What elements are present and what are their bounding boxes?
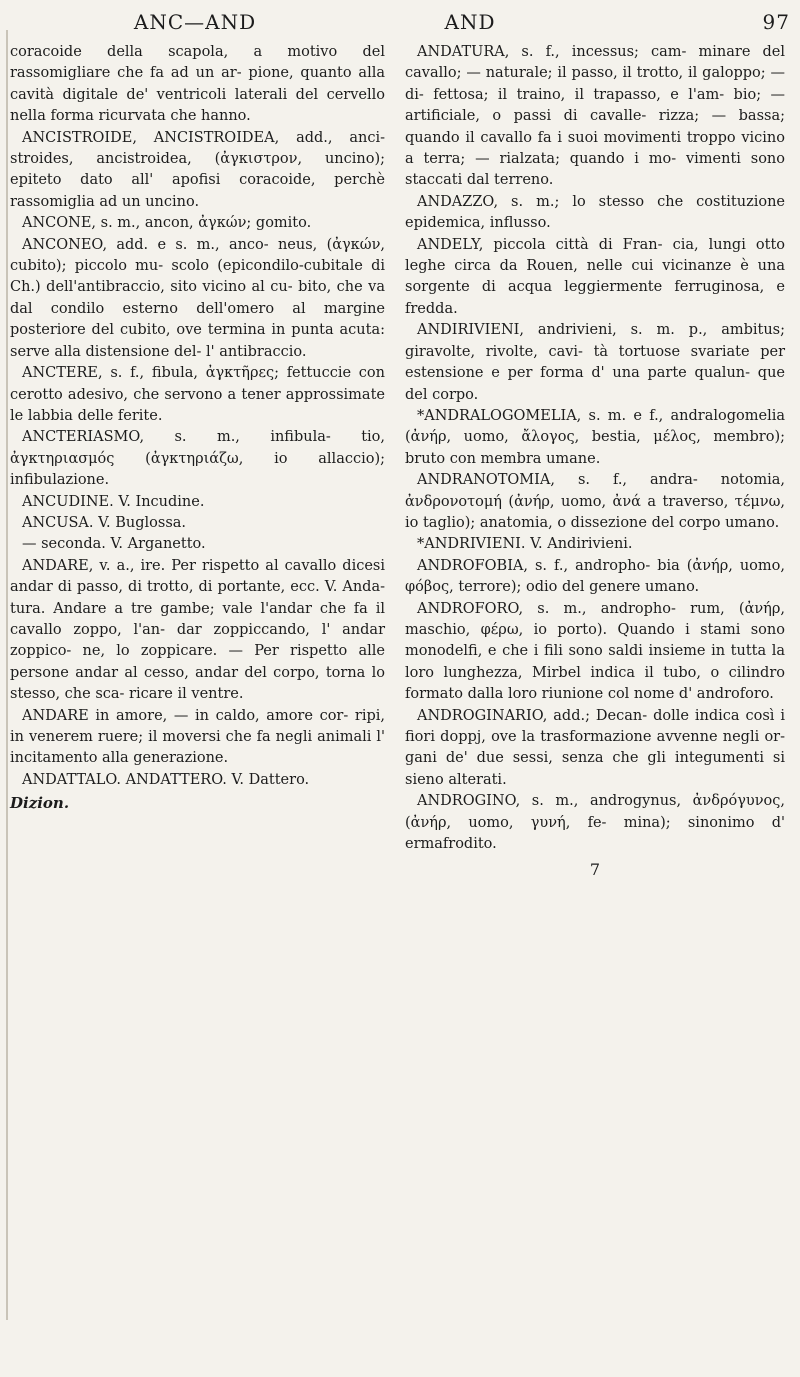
binding-shadow xyxy=(6,30,8,1320)
dictionary-entry: ANDROFOBIA, s. f., andropho- bia (ἀνήρ, uomo, φόβος, terrore); odio del genere umano. xyxy=(405,557,785,596)
dictionary-entry: ANDARE in amore, — in caldo, amore cor- ripi, in venerem ruere; il moversi che fa negli animali l' incitamento alla generazione. xyxy=(10,707,385,767)
footer-signature: Dizion. xyxy=(10,794,70,813)
left-column xyxy=(10,42,385,815)
dictionary-entry: ANDARE, v. a., ire. Per rispetto al cavallo dicesi andar di passo, di trotto, di portante, ecc. V. Anda- tura. Andare a tre gambe; vale l'andar che fa il cavallo zoppo, l'an- dar zoppiccando, l' andar zoppico- ne, lo zoppicare. — Per rispetto alle persone andar al cesso, andar del corpo, torna lo stesso, che sca- ricare il ventre. xyxy=(10,557,385,703)
running-head-middle: AND xyxy=(444,10,496,34)
running-head-left: ANC—AND xyxy=(133,10,257,34)
dictionary-entry: ANDELY, piccola città di Fran- cia, lungi otto leghe circa da Rouen, nelle cui vicinanze è una sorgente di acqua leggiermente ferruginosa, e fredda. xyxy=(405,236,785,317)
dictionary-entry: *ANDRALOGOMELIA, s. m. e f., andralogomelia (ἀνήρ, uomo, ἄλογος, bestia, μέλος, membro); bruto con membra umane. xyxy=(405,407,785,467)
dictionary-entry: ANCTERE, s. f., fibula, ἀγκτῆρες; fettuccie con cerotto adesivo, che servono a tener approssimate le labbia delle ferite. xyxy=(10,365,385,424)
dictionary-entry: ANDATURA, s. f., incessus; cam- minare del cavallo; — naturale; il passo, il trotto, il galoppo; — di- fettosa; il traino, il trapasso, e l'am- bio; — artificiale, o passi di cavalle- rizza; — bassa; quando il cavallo fa i suoi movimenti troppo vicino a terra; — rialzata; quando i mo- vimenti sono staccati dal terreno. xyxy=(405,44,785,189)
dictionary-entry: ANDAZZO, s. m.; lo stesso che costituzione epidemica, influsso. xyxy=(405,193,785,232)
dictionary-entry: ANDROGINO, s. m., androgynus, ἀνδρόγυνος, (ἀνήρ, uomo, γυνή, fe- mina); sinonimo d' ermafrodito. xyxy=(405,793,785,853)
dictionary-entry: ANDRANOTOMIA, s. f., andra- notomia, ἀνδρονοτομή (ἀνήρ, uomo, ἀνά a traverso, τέμνω, io taglio); anatomia, o dissezione del corpo umano. xyxy=(405,472,785,531)
dictionary-entry: ANCTERIASMO, s. m., infibula- tio, ἀγκτηριασμός (ἀγκτηριάζω, io allaccio); infibulazione. xyxy=(10,429,385,489)
dictionary-entry: coracoide della scapola, a motivo del rassomigliare che fa ad un ar- pione, quanto alla cavità digitale de' ventricoli laterali del cervello nella forma ricurvata che hanno. xyxy=(10,44,385,125)
dictionary-entry: ANCUSA. V. Buglossa. xyxy=(22,514,187,531)
dictionary-entry: — seconda. V. Arganetto. xyxy=(22,536,206,553)
page-number: 97 xyxy=(762,10,790,34)
dictionary-entry: ANDROGINARIO, add.; Decan- dolle indica così i fiori doppj, ove la trasformazione avvenne negli or- gani de' due sessi, senza che gli integumenti si sieno alterati. xyxy=(405,707,785,788)
dictionary-entry: ANDATTALO. ANDATTERO. V. Dattero. xyxy=(22,771,310,788)
right-column xyxy=(405,42,785,881)
dictionary-entry: ANCUDINE. V. Incudine. xyxy=(22,493,205,510)
signature-mark: 7 xyxy=(589,860,601,880)
dictionary-entry: ANCISTROIDE, ANCISTROIDEA, add., anci- stroides, ancistroidea, (ἀγκιστρον, uncino); epiteto dato all' apofisi coracoide, perchè rassomiglia ad un uncino. xyxy=(10,129,385,210)
dictionary-entry: ANDIRIVIENI, andrivieni, s. m. p., ambitus; giravolte, rivolte, cavi- tà tortuose svariate per estensione e per forma d' una parte qualun- que del corpo. xyxy=(405,322,785,403)
dictionary-entry: *ANDRIVIENI. V. Andirivieni. xyxy=(417,536,633,553)
dictionary-entry: ANDROFORO, s. m., andropho- rum, (ἀνήρ, maschio, φέρω, io porto). Quando i stami sono monodelfi, e che i fili sono saldi insieme in tutta la loro lunghezza, Mirbel indica il tubo, o cilindro formato dalla loro riunione col nome d' androforo. xyxy=(405,600,785,703)
dictionary-entry: ANCONEO, add. e s. m., anco- neus, (ἀγκών, cubito); piccolo mu- scolo (epicondilo-cubitale di Ch.) dell'antibraccio, sito vicino al cu- bito, che va dal condilo esterno dell'omero al margine posteriore del cubito, ove termina in punta acuta: serve alla distensione del- l' antibraccio. xyxy=(10,236,385,360)
dictionary-entry: ANCONE, s. m., ancon, ἀγκών; gomito. xyxy=(22,215,312,232)
